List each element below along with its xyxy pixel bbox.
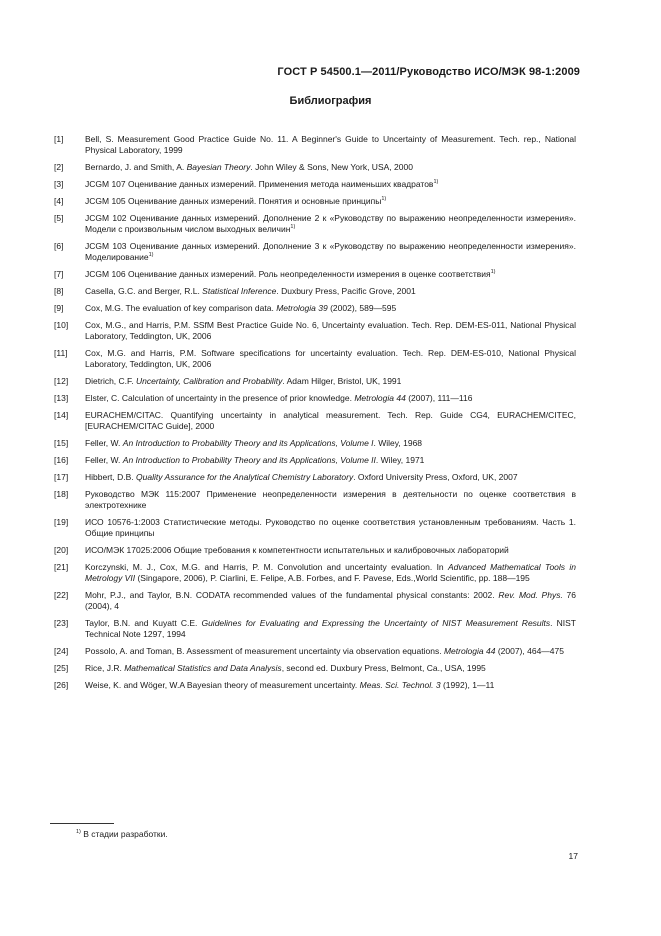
reference-segment: Feller, W. (85, 438, 123, 448)
reference-text (85, 348, 576, 370)
reference-text (85, 590, 576, 612)
bibliography-entry (54, 410, 576, 432)
footnote-ref-marker: 1) (290, 224, 296, 230)
reference-segment: Elster, C. Calculation of uncertainty in the presence of prior knowledge. (85, 393, 355, 403)
reference-text (85, 438, 576, 449)
reference-segment: Feller, W. (85, 455, 123, 465)
reference-number: [15] (54, 438, 69, 448)
reference-title-italic: Advanced Mathematical Tools in Metrology VII (85, 562, 577, 583)
reference-text (85, 472, 576, 483)
bibliography-entry (54, 562, 576, 584)
reference-segment: ИСО 10576-1:2003 Статистические методы. Руководство по оценке соответствия установленным требованиям. Часть 1. Общие принципы (85, 517, 576, 538)
reference-segment: Dietrich, C.F. (85, 376, 137, 386)
reference-number: [10] (54, 320, 69, 330)
reference-segment: Korczynski, M. J., Cox, M.G. and Harris, P. M. Convolution and uncertainty evaluation. In (85, 562, 448, 572)
reference-segment: . John Wiley & Sons, New York, USA, 2000 (250, 162, 413, 172)
reference-number: [20] (54, 545, 69, 555)
reference-text (85, 646, 576, 657)
bibliography-entry (54, 286, 576, 297)
reference-segment: (2007), 464—475 (495, 646, 564, 656)
reference-title-italic: Metrologia 44 (354, 393, 406, 403)
section-title: Библиография (289, 95, 372, 107)
bibliography-entry (54, 269, 576, 280)
reference-text (85, 320, 576, 342)
bibliography-entry (54, 489, 576, 511)
bibliography-entry (54, 618, 576, 640)
reference-segment: Mohr, P.J., and Taylor, B.N. CODATA recommended values of the fundamental physical constants: 2002. (85, 590, 499, 600)
page-number: 17 (568, 851, 578, 861)
bibliography-entry (54, 179, 576, 190)
reference-number: [21] (54, 562, 69, 572)
reference-number: [5] (54, 213, 64, 223)
reference-text (85, 562, 576, 584)
footnote-text: В стадии разработки. (80, 829, 168, 839)
reference-segment: Bernardo, J. and Smith, A. (85, 162, 187, 172)
reference-title-italic: Guidelines for Evaluating and Expressing the Uncertainty of NIST Measurement Results (201, 618, 551, 628)
reference-number: [2] (54, 162, 64, 172)
reference-number: [4] (54, 196, 64, 206)
reference-text (85, 269, 576, 280)
reference-title-italic: Meas. Sci. Technol. 3 (359, 680, 441, 690)
reference-title-italic: Metrologia 39 (276, 303, 328, 313)
reference-number: [17] (54, 472, 69, 482)
reference-segment: (Singapore, 2006), P. Ciarlini, E. Felipe, A.B. Forbes, and F. Pavese, Eds.,World Scientific, pp. 188—195 (135, 573, 530, 583)
reference-text (85, 680, 576, 691)
reference-text (85, 303, 576, 314)
bibliography-entry (54, 348, 576, 370)
reference-number: [7] (54, 269, 64, 279)
reference-number: [9] (54, 303, 64, 313)
reference-number: [8] (54, 286, 64, 296)
reference-segment: Cox, M.G. and Harris, P.M. Software specifications for uncertainty evaluation. Tech. Rep. DEM-ES-010, National Physical Laboratory, Teddington, UK, 2006 (85, 348, 576, 369)
reference-number: [19] (54, 517, 69, 527)
reference-text (85, 179, 576, 190)
reference-segment: ИСО/МЭК 17025:2006 Общие требования к компетентности испытательных и калибровочных лабораторий (85, 545, 509, 555)
reference-segment: Possolo, A. and Toman, B. Assessment of measurement uncertainty via observation equations. (85, 646, 444, 656)
bibliography-entry (54, 517, 576, 539)
bibliography-entry (54, 376, 576, 387)
reference-segment: . Duxbury Press, Pacific Grove, 2001 (276, 286, 416, 296)
reference-segment: JCGM 102 Оценивание данных измерений. Дополнение 2 к «Руководству по выражению неопределенности измерения». Модели с произвольным числом выходных величин (85, 213, 576, 234)
reference-title-italic: Rev. Mod. Phys. (498, 590, 563, 600)
reference-segment: Cox, M.G., and Harris, P.M. SSfM Best Practice Guide No. 6, Uncertainty evaluation. Tech. Rep. DEM-ES-011, National Physical Laboratory, Teddington, UK, 2006 (85, 320, 576, 341)
bibliography-entry (54, 646, 576, 657)
reference-segment: . Wiley, 1968 (373, 438, 423, 448)
bibliography-entry (54, 134, 576, 156)
reference-text (85, 213, 576, 235)
reference-text (85, 196, 576, 207)
reference-title-italic: Statistical Inference (202, 286, 277, 296)
standard-header: ГОСТ Р 54500.1—2011/Руководство ИСО/МЭК 98-1:2009 (277, 66, 580, 78)
reference-segment: Rice, J.R. (85, 663, 125, 673)
reference-text (85, 517, 576, 539)
footnote-ref-marker: 1) (381, 196, 387, 202)
reference-segment: JCGM 105 Оценивание данных измерений. Понятия и основные принципы (85, 196, 382, 206)
reference-title-italic: Mathematical Statistics and Data Analysis (124, 663, 282, 673)
reference-title-italic: Metrologia 44 (443, 646, 496, 656)
reference-number: [12] (54, 376, 69, 386)
reference-segment: . NIST Technical Note 1297, 1994 (85, 618, 576, 639)
footnote-ref-marker: 1) (433, 179, 439, 185)
reference-segment: Руководство МЭК 115:2007 Применение неопределенности измерения в деятельности по оценке соответствия в электротехнике (85, 489, 576, 510)
bibliography-entry (54, 303, 576, 314)
bibliography-entry (54, 393, 576, 404)
reference-segment: Taylor, B.N. and Kuyatt C.E. (85, 618, 202, 628)
bibliography-entry (54, 320, 576, 342)
reference-segment: Hibbert, D.B. (85, 472, 137, 482)
reference-segment: (2002), 589—595 (327, 303, 397, 313)
reference-number: [23] (54, 618, 69, 628)
reference-number: [14] (54, 410, 69, 420)
reference-number: [22] (54, 590, 69, 600)
reference-number: [16] (54, 455, 69, 465)
reference-text (85, 162, 576, 173)
bibliography-entry (54, 241, 576, 263)
footnote (76, 829, 168, 839)
reference-text (85, 663, 576, 674)
bibliography-entry (54, 680, 576, 691)
bibliography-entry (54, 545, 576, 556)
bibliography-list (54, 134, 576, 697)
reference-segment: 76 (2004), 4 (85, 590, 577, 611)
reference-text (85, 241, 576, 263)
bibliography-entry (54, 663, 576, 674)
bibliography-entry (54, 162, 576, 173)
footnote-ref-marker: 1) (490, 269, 496, 275)
reference-number: [1] (54, 134, 64, 144)
reference-segment: Bell, S. Measurement Good Practice Guide No. 11. A Beginner's Guide to Uncertainty of Measurement. Tech. rep., National Physical Laboratory, 1999 (85, 134, 576, 155)
reference-number: [25] (54, 663, 69, 673)
footnote-divider (50, 823, 114, 824)
reference-segment: JCGM 107 Оценивание данных измерений. Применения метода наименьших квадратов (85, 179, 434, 189)
bibliography-entry (54, 590, 576, 612)
reference-text (85, 286, 576, 297)
reference-number: [6] (54, 241, 64, 251)
reference-title-italic: Bayesian Theory (186, 162, 251, 172)
reference-segment: . Wiley, 1971 (375, 455, 425, 465)
reference-segment: Weise, K. and Wöger, W.A Bayesian theory of measurement uncertainty. (85, 680, 360, 690)
reference-text (85, 545, 576, 556)
reference-segment: (1992), 1—11 (440, 680, 495, 690)
bibliography-entry (54, 213, 576, 235)
reference-text (85, 134, 576, 156)
bibliography-entry (54, 196, 576, 207)
reference-text (85, 410, 576, 432)
reference-title-italic: An Introduction to Probability Theory and its Applications, Volume I (122, 438, 374, 448)
reference-number: [3] (54, 179, 64, 189)
footnote-marker: 1) (76, 829, 81, 835)
reference-number: [24] (54, 646, 69, 656)
bibliography-entry (54, 438, 576, 449)
reference-segment: , second ed. Duxbury Press, Belmont, Ca., USA, 1995 (281, 663, 486, 673)
reference-text (85, 393, 576, 404)
reference-text (85, 376, 576, 387)
reference-title-italic: Uncertainty, Calibration and Probability (136, 376, 283, 386)
reference-number: [11] (54, 348, 68, 358)
reference-title-italic: An Introduction to Probability Theory and its Applications, Volume II (122, 455, 376, 465)
bibliography-entry (54, 455, 576, 466)
reference-number: [13] (54, 393, 69, 403)
reference-segment: . Oxford University Press, Oxford, UK, 2007 (353, 472, 518, 482)
reference-text (85, 618, 576, 640)
reference-segment: Casella, G.C. and Berger, R.L. (85, 286, 203, 296)
reference-number: [18] (54, 489, 69, 499)
reference-segment: Cox, M.G. The evaluation of key comparison data. (85, 303, 277, 313)
reference-segment: EURACHEM/CITAC. Quantifying uncertainty in analytical measurement. Tech. Rep. Guide CG4, EURACHEM/CITEC, [EURACHEM/CITAC Guide], 2000 (85, 410, 576, 431)
footnote-ref-marker: 1) (148, 252, 154, 258)
reference-segment: (2007), 111—116 (405, 393, 473, 403)
reference-segment: JCGM 103 Оценивание данных измерений. Дополнение 3 к «Руководству по выражению неопределенности измерения». Моделирование (85, 241, 576, 262)
reference-number: [26] (54, 680, 69, 690)
reference-title-italic: Quality Assurance for the Analytical Chemistry Laboratory (136, 472, 354, 482)
bibliography-entry (54, 472, 576, 483)
reference-segment: JCGM 106 Оценивание данных измерений. Роль неопределенности измерения в оценке соответствия (85, 269, 491, 279)
reference-text (85, 455, 576, 466)
reference-text (85, 489, 576, 511)
reference-segment: . Adam Hilger, Bristol, UK, 1991 (282, 376, 402, 386)
